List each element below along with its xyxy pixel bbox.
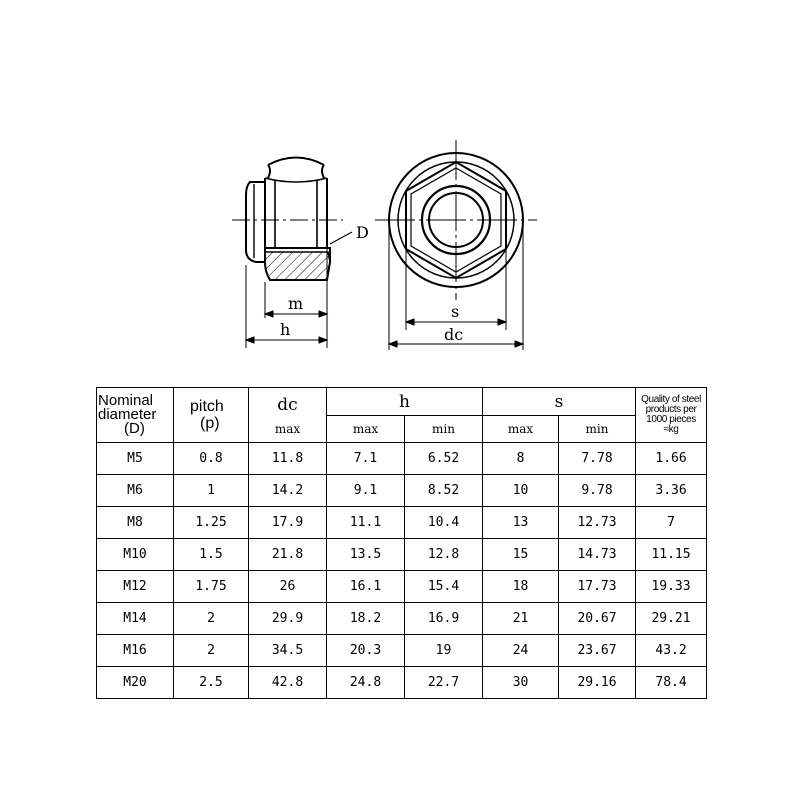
- header-dc-max: max: [249, 416, 327, 443]
- table-row: [97, 571, 707, 603]
- table-body: [97, 443, 707, 699]
- cell-pitch: 1: [174, 475, 249, 507]
- cell-s-max: 24: [483, 635, 559, 667]
- cell-dc-max: 34.5: [249, 635, 327, 667]
- cell-h-max: 13.5: [327, 539, 405, 571]
- cell-size: M5: [97, 443, 174, 475]
- cell-dc-max: 17.9: [249, 507, 327, 539]
- table-row: [97, 539, 707, 571]
- header-h-max: max: [327, 416, 405, 443]
- cell-weight: 3.36: [636, 475, 707, 507]
- cell-dc-max: 42.8: [249, 667, 327, 699]
- cell-weight: 78.4: [636, 667, 707, 699]
- cell-weight: 7: [636, 507, 707, 539]
- nut-technical-drawing: [0, 0, 800, 370]
- cell-weight: 1.66: [636, 443, 707, 475]
- cell-h-min: 6.52: [405, 443, 483, 475]
- cell-size: M12: [97, 571, 174, 603]
- cell-pitch: 1.5: [174, 539, 249, 571]
- m-label: m: [288, 294, 304, 313]
- cell-s-max: 18: [483, 571, 559, 603]
- d-leader-line: [330, 232, 352, 244]
- header-h-min: min: [405, 416, 483, 443]
- cell-size: M20: [97, 667, 174, 699]
- cell-dc-max: 29.9: [249, 603, 327, 635]
- header-pitch: pitch (p): [174, 388, 249, 443]
- cell-h-max: 7.1: [327, 443, 405, 475]
- cell-weight: 29.21: [636, 603, 707, 635]
- cell-dc-max: 11.8: [249, 443, 327, 475]
- header-quality: Quality of steel products per 1000 pieces ≈kg: [636, 388, 707, 443]
- header-s-max: max: [483, 416, 559, 443]
- cell-h-min: 16.9: [405, 603, 483, 635]
- cell-pitch: 0.8: [174, 443, 249, 475]
- cell-weight: 19.33: [636, 571, 707, 603]
- cell-s-min: 12.73: [559, 507, 636, 539]
- header-dc: dc: [249, 388, 327, 416]
- cell-s-max: 30: [483, 667, 559, 699]
- cell-s-max: 21: [483, 603, 559, 635]
- header-h: h: [327, 388, 483, 416]
- cell-h-min: 10.4: [405, 507, 483, 539]
- cell-pitch: 1.25: [174, 507, 249, 539]
- cell-h-max: 16.1: [327, 571, 405, 603]
- cell-s-max: 10: [483, 475, 559, 507]
- cell-size: M10: [97, 539, 174, 571]
- cell-h-max: 20.3: [327, 635, 405, 667]
- cell-s-max: 15: [483, 539, 559, 571]
- cell-h-max: 24.8: [327, 667, 405, 699]
- s-label: s: [451, 302, 460, 321]
- table-row: [97, 635, 707, 667]
- cell-weight: 11.15: [636, 539, 707, 571]
- cell-pitch: 2: [174, 635, 249, 667]
- cell-weight: 43.2: [636, 635, 707, 667]
- h-label: h: [280, 320, 291, 339]
- specification-table: [96, 387, 707, 699]
- cell-dc-max: 21.8: [249, 539, 327, 571]
- cell-h-max: 11.1: [327, 507, 405, 539]
- cell-s-min: 23.67: [559, 635, 636, 667]
- header-s-min: min: [559, 416, 636, 443]
- d-label: D: [356, 223, 369, 242]
- cell-h-min: 12.8: [405, 539, 483, 571]
- cell-s-min: 17.73: [559, 571, 636, 603]
- cell-s-min: 20.67: [559, 603, 636, 635]
- cell-h-min: 19: [405, 635, 483, 667]
- cell-s-max: 8: [483, 443, 559, 475]
- cell-h-min: 15.4: [405, 571, 483, 603]
- cell-h-min: 22.7: [405, 667, 483, 699]
- table-row: [97, 507, 707, 539]
- cell-pitch: 2.5: [174, 667, 249, 699]
- cell-pitch: 1.75: [174, 571, 249, 603]
- cell-h-max: 9.1: [327, 475, 405, 507]
- top-centerlines: [375, 140, 537, 300]
- table-row: [97, 667, 707, 699]
- cell-s-min: 29.16: [559, 667, 636, 699]
- cell-size: M14: [97, 603, 174, 635]
- cell-s-max: 13: [483, 507, 559, 539]
- cell-dc-max: 14.2: [249, 475, 327, 507]
- cell-h-min: 8.52: [405, 475, 483, 507]
- cell-pitch: 2: [174, 603, 249, 635]
- cell-size: M6: [97, 475, 174, 507]
- table-row: [97, 475, 707, 507]
- cell-dc-max: 26: [249, 571, 327, 603]
- cell-s-min: 9.78: [559, 475, 636, 507]
- section-hatch: [265, 252, 330, 280]
- header-s: s: [483, 388, 636, 416]
- table-row: [97, 443, 707, 475]
- table-row: [97, 603, 707, 635]
- header-nominal-diameter: Nominal diameter (D): [97, 388, 174, 443]
- cell-size: M16: [97, 635, 174, 667]
- cell-s-min: 14.73: [559, 539, 636, 571]
- dc-label: dc: [444, 325, 464, 344]
- cell-size: M8: [97, 507, 174, 539]
- cell-s-min: 7.78: [559, 443, 636, 475]
- cell-h-max: 18.2: [327, 603, 405, 635]
